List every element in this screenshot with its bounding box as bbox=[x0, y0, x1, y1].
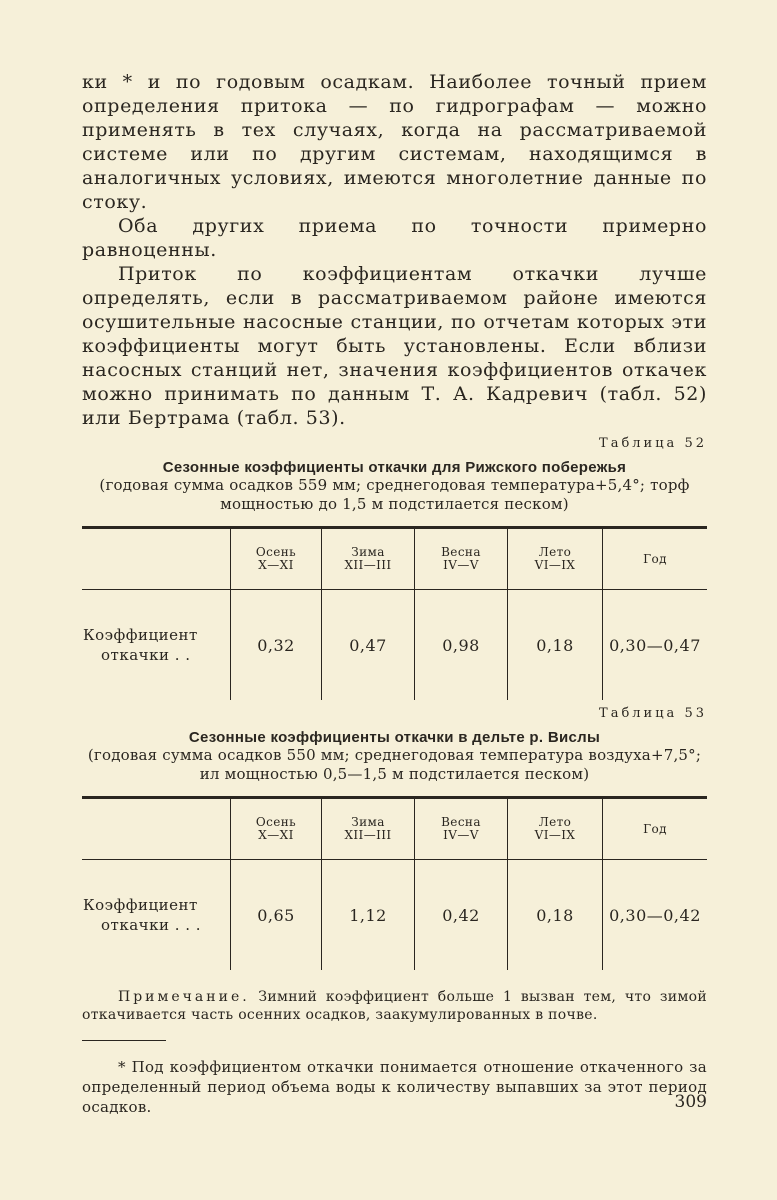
table-53-header-empty bbox=[82, 798, 231, 860]
table-52-cell-summer: 0,18 bbox=[508, 590, 603, 701]
footnote: * Под коэффициентом откачки понимается отношение откаченного за определенный период объема воды к количеству выпавших за этот период осадков. bbox=[82, 1058, 707, 1116]
table-53-cell-autumn: 0,65 bbox=[231, 860, 322, 971]
table-53-header-spring: Весна IV—V bbox=[415, 798, 508, 860]
table-52 bbox=[82, 526, 707, 700]
page-content bbox=[82, 70, 707, 1132]
page-number: 309 bbox=[674, 1092, 707, 1112]
table-52-row bbox=[82, 590, 707, 701]
table-52-header-summer: Лето VI—IX bbox=[508, 528, 603, 590]
table-53-cell-spring: 0,42 bbox=[415, 860, 508, 971]
table-52-header-winter: Зима XII—III bbox=[322, 528, 415, 590]
table-52-cell-spring: 0,98 bbox=[415, 590, 508, 701]
footnote-divider bbox=[82, 1040, 166, 1041]
table-53-header-row bbox=[82, 798, 707, 860]
table-53-header-year: Год bbox=[603, 798, 708, 860]
paragraph-3: Приток по коэффициентам откачки лучше определять, если в рассматриваемом районе имеются осушительные насосные станции, по отчетам которых эти коэффициенты могут быть установлены. Если вблизи насосных станций нет, значения коэффициентов откачек можно принимать по данным Т. А. Кадревич (табл. 52) или Бертрама (табл. 53). bbox=[82, 263, 707, 429]
table-53-header-summer: Лето VI—IX bbox=[508, 798, 603, 860]
table-52-row-label: Коэффициент откачки . . bbox=[83, 626, 198, 664]
table-53-row-label: Коэффициент откачки . . . bbox=[83, 896, 202, 934]
table-53 bbox=[82, 796, 707, 970]
table-52-header-year: Год bbox=[603, 528, 708, 590]
paragraph-2: Оба других приема по точности примерно равноценны. bbox=[82, 215, 707, 261]
table-53-cell-summer: 0,18 bbox=[508, 860, 603, 971]
table-52-cell-year: 0,30—0,47 bbox=[603, 590, 708, 701]
table-52-title: Сезонные коэффициенты откачки для Рижского побережья bbox=[162, 459, 627, 476]
table-note bbox=[82, 988, 707, 1024]
table-52-header-empty bbox=[82, 528, 231, 590]
note-text: Зимний коэффициент больше 1 вызван тем, что зимой откачивается часть осенних осадков, заакумулированных в почве. bbox=[82, 989, 707, 1023]
table-52-cell-autumn: 0,32 bbox=[231, 590, 322, 701]
table-53-cell-winter: 1,12 bbox=[322, 860, 415, 971]
table-53-header-autumn: Осень X—XI bbox=[231, 798, 322, 860]
table-53-title: Сезонные коэффициенты откачки в дельте р. Вислы bbox=[188, 729, 601, 746]
table-52-cell-winter: 0,47 bbox=[322, 590, 415, 701]
table-53-label: Таблица 53 bbox=[599, 706, 707, 721]
table-53-header-winter: Зима XII—III bbox=[322, 798, 415, 860]
table-52-header-autumn: Осень X—XI bbox=[231, 528, 322, 590]
paragraph-1: ки * и по годовым осадкам. Наиболее точный прием определения притока — по гидрографам — можно применять в тех случаях, когда на рассматриваемой системе или по другим системам, находящимся в аналогичных условиях, имеются многолетние данные по стоку. bbox=[82, 71, 707, 213]
table-52-subtitle: (годовая сумма осадков 559 мм; среднегодовая температура+5,4°; торф мощностью до 1,5 м подстилается песком) bbox=[99, 476, 690, 513]
table-52-header-row bbox=[82, 528, 707, 590]
table-52-header-spring: Весна IV—V bbox=[415, 528, 508, 590]
table-52-label: Таблица 52 bbox=[599, 436, 707, 451]
table-53-subtitle: (годовая сумма осадков 550 мм; среднегодовая температура воздуха+7,5°; ил мощностью 0,5—1,5 м подстилается песком) bbox=[87, 746, 702, 783]
note-label: Примечание. bbox=[118, 989, 250, 1005]
table-53-row bbox=[82, 860, 707, 971]
table-53-cell-year: 0,30—0,42 bbox=[603, 860, 708, 971]
